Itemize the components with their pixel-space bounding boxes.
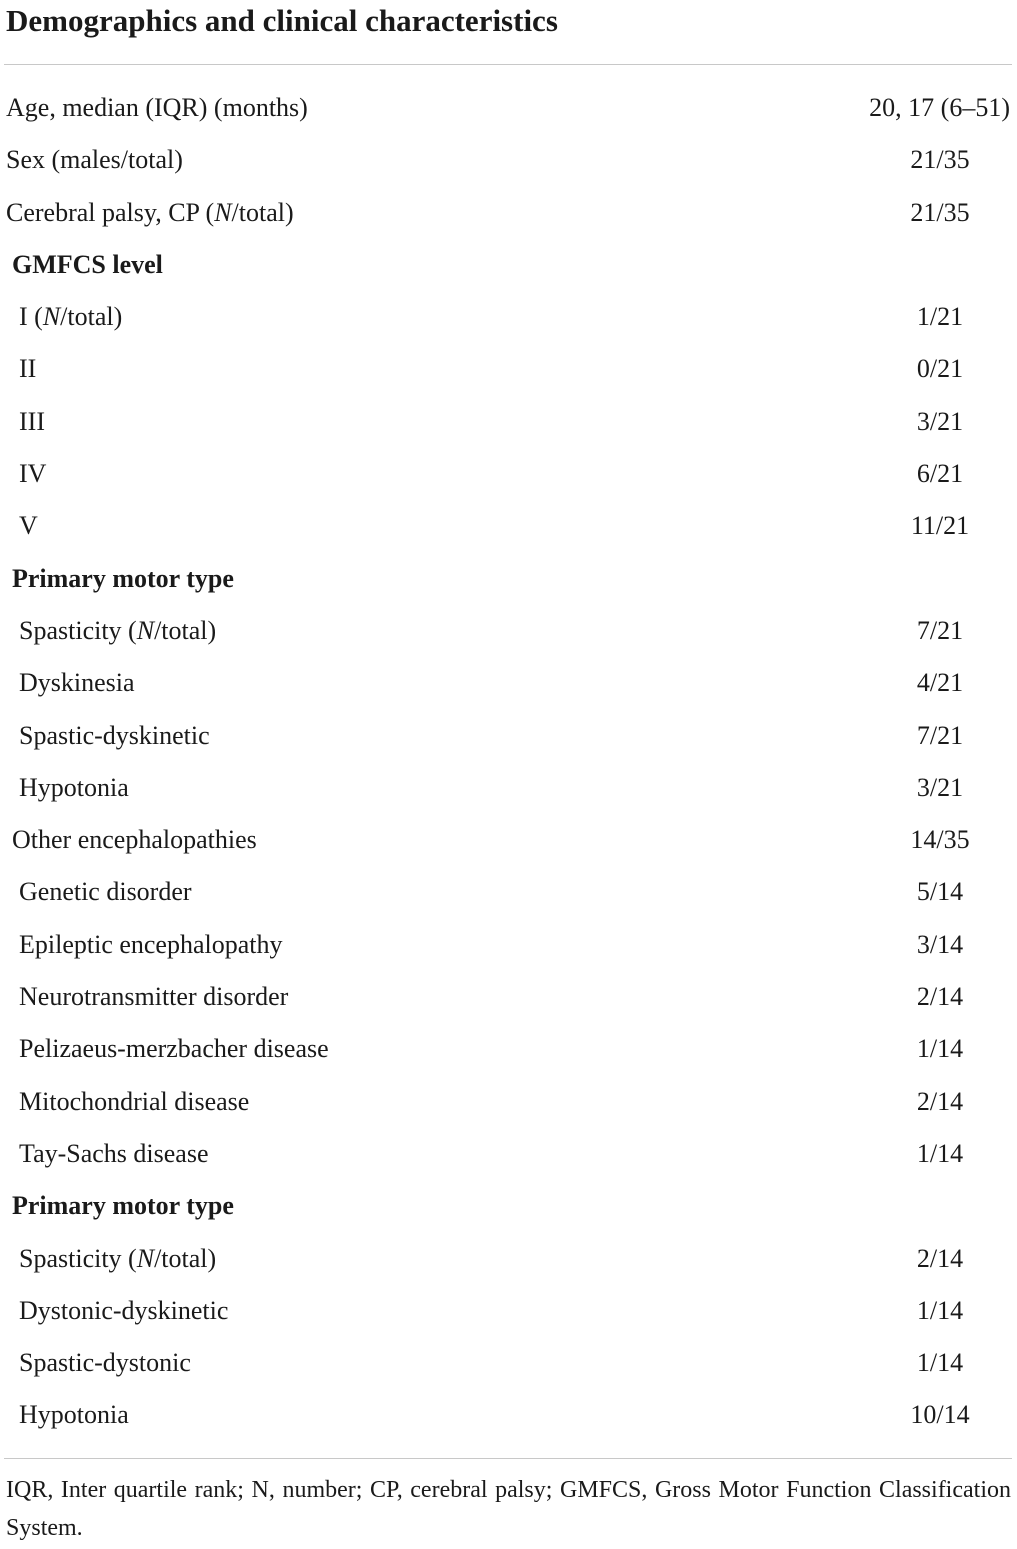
top-divider [4, 64, 1012, 65]
label-text: V [19, 511, 38, 541]
label-text: Other encephalopathies [12, 825, 257, 855]
table-row [0, 762, 1017, 814]
table-row [0, 291, 1017, 343]
table-row [0, 814, 1017, 866]
table-row [0, 866, 1017, 918]
italic-n: N [42, 302, 61, 332]
table-title: Demographics and clinical characteristics [6, 3, 558, 38]
label-text: Pelizaeus-merzbacher disease [19, 1034, 329, 1064]
row-label [19, 1285, 228, 1337]
table-row [0, 134, 1017, 186]
row-label [19, 396, 45, 448]
row-value: 5/14 [916, 877, 964, 907]
row-value: 14/35 [910, 825, 970, 855]
table-row [0, 1023, 1017, 1075]
label-text: Mitochondrial disease [19, 1086, 250, 1116]
row-label [19, 657, 135, 709]
row-value: 2/14 [916, 982, 964, 1012]
row-label [12, 814, 257, 866]
label-text: Spasticity ( [19, 1243, 137, 1273]
label-text: Hypotonia [19, 1400, 129, 1430]
row-label [19, 605, 216, 657]
row-value: 7/21 [916, 615, 964, 645]
row-value: 6/21 [916, 459, 964, 489]
table-row [0, 82, 1017, 134]
table-row [0, 448, 1017, 500]
row-label [6, 82, 308, 134]
bottom-divider [4, 1458, 1012, 1459]
row-value: 1/21 [916, 302, 964, 332]
italic-n: N [214, 197, 232, 227]
label-text: Genetic disorder [19, 877, 192, 907]
section-header-label [12, 1180, 234, 1232]
table-footnote: IQR, Inter quartile rank; N, number; CP, cerebral palsy; GMFCS, Gross Motor Function Classification System. [6, 1477, 1011, 1541]
label-text: Spastic-dystonic [19, 1348, 191, 1378]
row-value: 3/21 [916, 406, 964, 436]
table-row [0, 1337, 1017, 1389]
section-header-row [0, 553, 1017, 605]
label-text: Hypotonia [19, 772, 129, 802]
table-row [0, 500, 1017, 552]
label-text: Spastic-dyskinetic [19, 720, 210, 750]
row-label [19, 1076, 249, 1128]
row-label [19, 919, 283, 971]
table-row [0, 1128, 1017, 1180]
label-text: Dyskinesia [19, 668, 135, 698]
label-text: IV [19, 459, 47, 489]
row-value: 10/14 [910, 1400, 970, 1430]
row-label [19, 500, 38, 552]
row-value: 21/35 [910, 197, 970, 227]
row-value: 20, 17 (6–51) [869, 93, 1010, 122]
label-text: Tay-Sachs disease [19, 1138, 209, 1168]
table-row [0, 343, 1017, 395]
label-text: I ( [19, 302, 43, 332]
row-label [6, 134, 183, 186]
table-row [0, 187, 1017, 239]
label-text: Sex (males/total) [6, 145, 183, 175]
label-text: Dystonic-dyskinetic [19, 1295, 229, 1325]
label-text: Epileptic encephalopathy [19, 929, 283, 959]
table-row [0, 710, 1017, 762]
row-value: 7/21 [916, 720, 964, 750]
row-value: 1/14 [916, 1034, 964, 1064]
section-header-row [0, 239, 1017, 291]
label-text: /total) [60, 302, 123, 332]
row-value: 21/35 [910, 145, 970, 175]
label-text: GMFCS level [12, 249, 163, 279]
label-text: Primary motor type [12, 1191, 234, 1221]
row-label [19, 971, 288, 1023]
section-header-row [0, 1180, 1017, 1232]
label-text: Neurotransmitter disorder [19, 982, 289, 1012]
label-text: Age, median (IQR) (months) [6, 93, 308, 122]
row-label [6, 187, 294, 239]
row-label [19, 866, 192, 918]
label-text: Primary motor type [12, 563, 234, 593]
row-value: 4/21 [916, 668, 964, 698]
row-label [19, 1023, 329, 1075]
row-value: 1/14 [916, 1138, 964, 1168]
row-value: 3/14 [916, 929, 964, 959]
label-text: /total) [154, 1243, 217, 1273]
row-value: 11/21 [910, 511, 970, 541]
label-text: Spasticity ( [19, 615, 137, 645]
row-label [19, 1233, 216, 1285]
table-row [0, 919, 1017, 971]
row-value: 1/14 [916, 1295, 964, 1325]
row-value: 1/14 [916, 1348, 964, 1378]
row-label [19, 291, 122, 343]
row-label [19, 448, 46, 500]
label-text: II [19, 354, 37, 384]
row-label [19, 1389, 129, 1441]
characteristics-table [0, 82, 1017, 1442]
italic-n: N [136, 1243, 155, 1273]
table-row [0, 1285, 1017, 1337]
table-row [0, 1389, 1017, 1441]
label-text: /total) [154, 615, 217, 645]
row-value: 3/21 [916, 772, 964, 802]
label-text: Cerebral palsy, CP ( [6, 197, 215, 227]
label-text: III [19, 406, 45, 436]
row-value: 2/14 [916, 1243, 964, 1273]
italic-n: N [136, 615, 155, 645]
row-label [19, 710, 210, 762]
section-header-label [12, 553, 234, 605]
row-value: 2/14 [916, 1086, 964, 1116]
table-row [0, 971, 1017, 1023]
table-row [0, 1076, 1017, 1128]
row-label [19, 1128, 209, 1180]
section-header-label [12, 239, 163, 291]
row-value: 0/21 [916, 354, 964, 384]
row-label [19, 343, 36, 395]
table-row [0, 657, 1017, 709]
table-row [0, 1233, 1017, 1285]
table-row [0, 396, 1017, 448]
label-text: /total) [231, 197, 294, 227]
table-row [0, 605, 1017, 657]
row-label [19, 762, 129, 814]
row-label [19, 1337, 191, 1389]
